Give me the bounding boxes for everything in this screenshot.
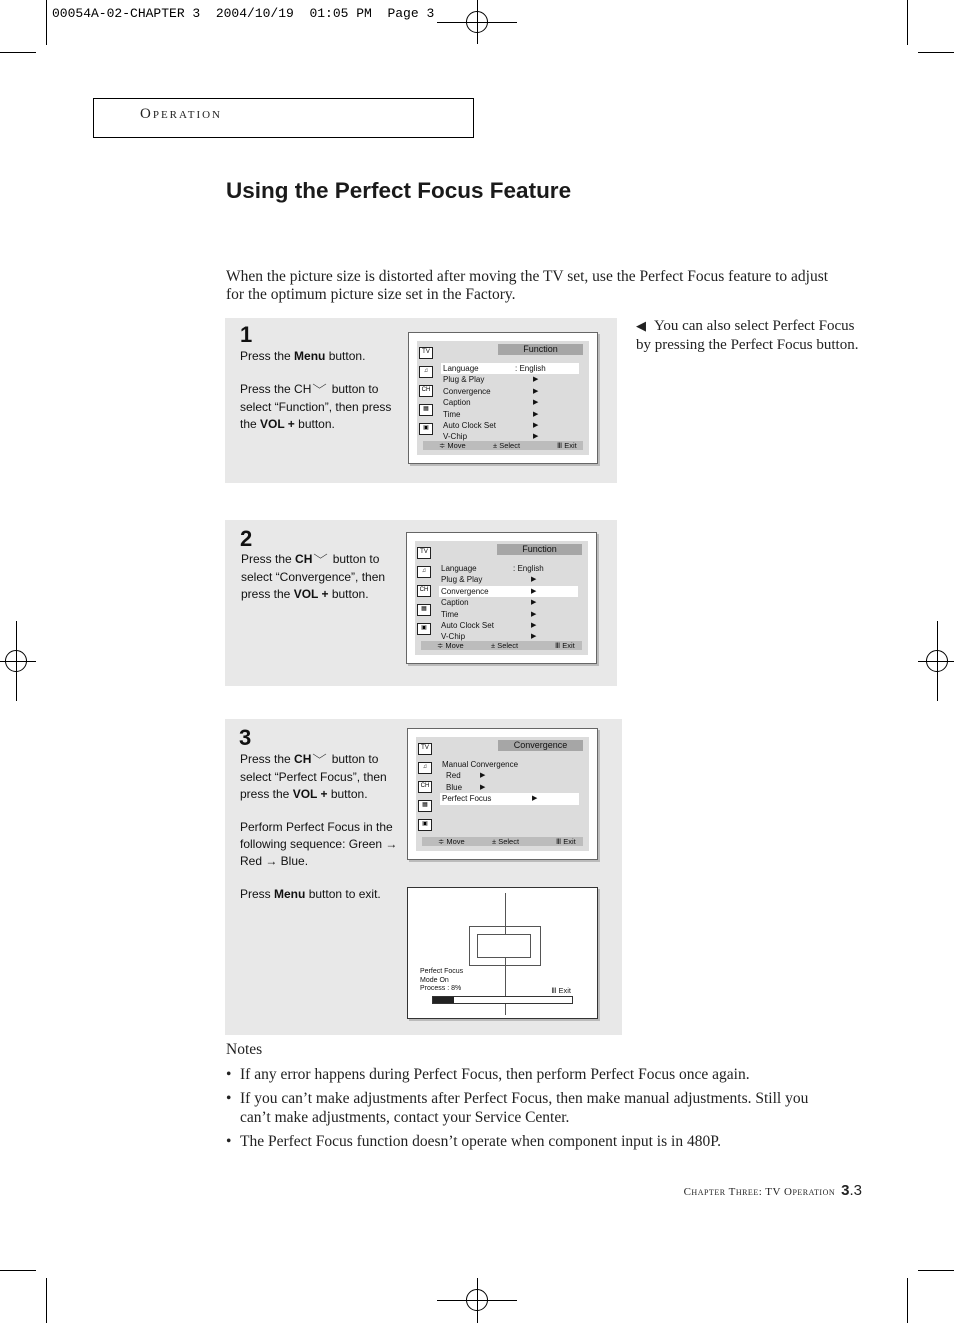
side-note: [636, 316, 866, 355]
page-footer: [684, 1182, 862, 1199]
osd-convergence-menu: [407, 728, 598, 860]
registration-line: [16, 621, 17, 701]
chevron-down-icon: ﹀: [313, 554, 329, 566]
setup-icon: ▣: [418, 819, 432, 831]
perfect-focus-status: Perfect Focus Mode On Process : 8%: [420, 968, 464, 992]
osd-item-plug-play: Plug & Play ▶: [443, 375, 539, 385]
osd-help-bar: ≑ Move ± Select Ⅲ Exit: [423, 441, 583, 450]
footer-page-number: .3: [849, 1182, 862, 1199]
osd-item-language: Language : English: [441, 363, 579, 374]
osd-item-v-chip: V-Chip ▶: [441, 632, 537, 642]
pf-exit-hint: Ⅲ Exit: [551, 986, 571, 995]
progress-bar: [432, 996, 573, 1004]
music-icon: ♫: [418, 762, 432, 774]
crop-mark: [907, 0, 908, 45]
tv-icon: TV: [418, 743, 432, 755]
osd-icon-column: [418, 743, 436, 838]
registration-line: [0, 661, 36, 662]
registration-line: [918, 661, 954, 662]
music-icon: ♫: [419, 366, 433, 378]
footer-chapter-number: 3: [841, 1182, 850, 1199]
section-label: Operation: [140, 106, 223, 122]
focus-inner-box: [477, 934, 531, 958]
tv-icon: TV: [419, 347, 433, 359]
crop-mark: [0, 52, 36, 53]
note-item: • If you can’t make adjustments after Perfect Focus, then make manual adjustments. Still you can’t make adjustments, contact your Service Center.: [226, 1089, 826, 1127]
osd-item-auto-clock: Auto Clock Set ▶: [443, 420, 539, 430]
osd-item-perfect-focus: Perfect Focus ▶: [440, 793, 579, 804]
osd-item-language: Language : English: [441, 564, 544, 573]
osd-item-v-chip: V-Chip ▶: [443, 432, 539, 442]
osd-help-bar: ≑ Move ± Select Ⅲ Exit: [421, 641, 582, 650]
registration-line: [477, 0, 478, 44]
step-number: 1: [240, 322, 253, 347]
osd-item-time: Time ▶: [443, 409, 539, 419]
osd-item-time: Time ▶: [441, 609, 537, 619]
osd-item-caption: Caption ▶: [443, 398, 539, 408]
crop-mark: [907, 1278, 908, 1323]
page-title: Using the Perfect Focus Feature: [226, 178, 572, 203]
osd-menu-list: [439, 563, 578, 643]
osd-menu-list: [440, 759, 579, 805]
osd-item-auto-clock: Auto Clock Set ▶: [441, 620, 537, 630]
channel-icon: CH: [419, 385, 433, 397]
setup-icon: ▣: [417, 623, 431, 635]
osd-title: Function: [498, 344, 583, 355]
osd-item-manual-convergence: Manual Convergence: [442, 760, 519, 769]
crop-mark: [918, 52, 954, 53]
notes-heading: Notes: [226, 1041, 263, 1058]
osd-menu-list: [441, 363, 579, 443]
function-icon: ▦: [417, 604, 431, 616]
osd-item-red: Red ▶: [446, 771, 486, 781]
note-item: • If any error happens during Perfect Focus, then perform Perfect Focus once again.: [226, 1065, 826, 1084]
step-number: 2: [240, 526, 253, 551]
side-note-text: You can also select Perfect Focus by pressing the Perfect Focus button.: [636, 318, 859, 353]
step-instructions: Press the CH﹀ button to select “Convergence”, then press the VOL + button.: [241, 552, 386, 601]
note-item: • The Perfect Focus function doesn’t operate when component input is in 480P.: [226, 1132, 826, 1151]
osd-item-caption: Caption ▶: [441, 598, 537, 608]
crop-mark: [0, 1270, 36, 1271]
osd-item-convergence: Convergence ▶: [443, 386, 539, 396]
osd-item-blue: Blue ▶: [446, 782, 486, 792]
progress-bar-fill: [433, 997, 454, 1003]
osd-function-menu-convergence: [406, 532, 597, 664]
registration-line: [477, 1278, 478, 1323]
osd-function-menu: [408, 332, 598, 464]
channel-icon: CH: [418, 781, 432, 793]
step-instructions: Press the CH﹀ button to select “Perfect Focus”, then press the VOL + button. Perform Perfect Focus in the following sequence: Green → Red → Blue. Press Menu button to exit.: [240, 752, 398, 901]
osd-icon-column: [417, 547, 435, 642]
perfect-focus-screen: [407, 887, 598, 1019]
setup-icon: ▣: [419, 423, 433, 435]
crop-mark: [46, 1278, 47, 1323]
function-icon: ▦: [419, 404, 433, 416]
osd-item-convergence: Convergence ▶: [439, 586, 578, 597]
osd-title: Function: [497, 544, 582, 555]
osd-item-plug-play: Plug & Play ▶: [441, 575, 537, 585]
step-instructions: Press the Menu button. Press the CH﹀ button to select “Function”, then press the VOL + button.: [240, 349, 392, 431]
notes-list: [226, 1065, 826, 1156]
left-arrow-icon: ◀: [636, 318, 646, 333]
chevron-down-icon: ﹀: [312, 384, 328, 396]
music-icon: ♫: [417, 566, 431, 578]
osd-title: Convergence: [498, 740, 583, 751]
chevron-down-icon: ﹀: [312, 754, 328, 766]
osd-help-bar: ≑ Move ± Select Ⅲ Exit: [422, 837, 583, 846]
osd-icon-column: [419, 347, 437, 442]
print-slug: 00054A-02-CHAPTER 3 2004/10/19 01:05 PM Page 3: [52, 6, 435, 21]
footer-chapter-title: Chapter Three: TV Operation: [683, 1186, 836, 1198]
step-number: 3: [239, 725, 252, 750]
channel-icon: CH: [417, 585, 431, 597]
tv-icon: TV: [417, 547, 431, 559]
crop-mark: [46, 0, 47, 45]
function-icon: ▦: [418, 800, 432, 812]
crop-mark: [918, 1270, 954, 1271]
intro-paragraph: When the picture size is distorted after moving the TV set, use the Perfect Focus feature to adjust for the optimum picture size set in the Factory.: [226, 268, 829, 303]
registration-line: [937, 621, 938, 701]
